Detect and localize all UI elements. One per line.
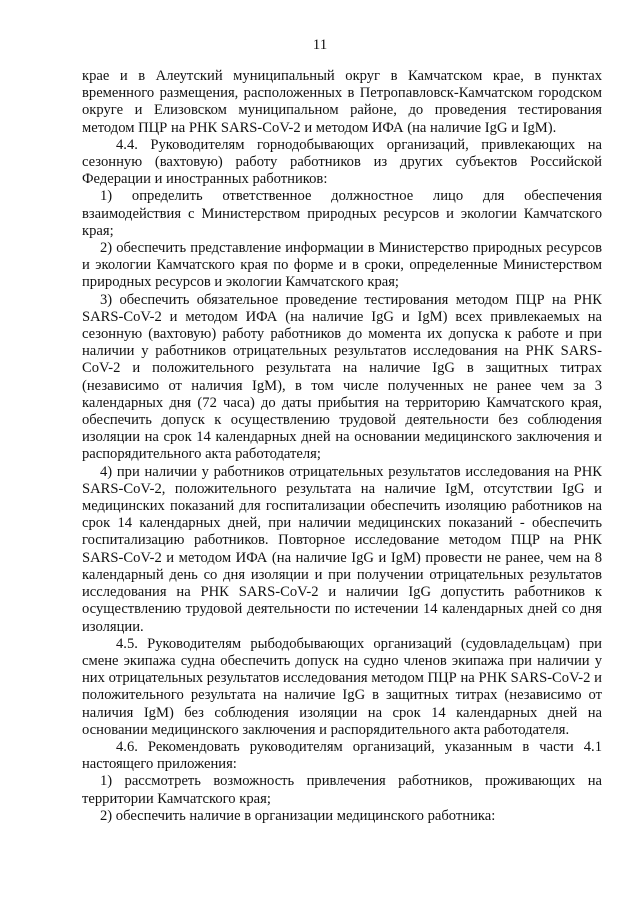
paragraph-section-4-5: 4.5. Руководителям рыбодобывающих организаций (судовладельцам) при смене экипажа судна обеспечить допуск на судно членов экипажа при наличии у них отрицательных результатов исследования методом ПЦР на РНК SARS-CoV-2 и положительного результата на наличие IgG в защитных титрах (независимо от наличия IgM) без соблюдения изоляции на срок 14 календарных дней на основании медицинского заключения и распорядительного акта работодателя.: [82, 635, 602, 738]
paragraph-section-4-4: 4.4. Руководителям горнодобывающих организаций, привлекающих на сезонную (вахтовую) работу работников из других субъектов Российской Федерации и иностранных работников:: [82, 136, 602, 188]
paragraph-item-4: 4) при наличии у работников отрицательных результатов исследования на РНК SARS-CoV-2, положительного результата на наличие IgM, отсутствии IgG и медицинских показаний для госпитализации обеспечить изоляцию работников на срок 14 календарных дней, при наличии медицинских показаний - обеспечить госпитализацию работников. Повторное исследование методом ПЦР на РНК SARS-CoV-2 и методом ИФА (на наличие IgG и IgM) провести не ранее, чем на 8 календарный день со дня изоляции и при получении отрицательных результатов исследования на РНК SARS-CoV-2 и наличии IgG допустить работников к осуществлению трудовой деятельности по истечении 14 календарных дней со дня изоляции.: [82, 463, 602, 635]
paragraph-item-4-6-1: 1) рассмотреть возможность привлечения работников, проживающих на территории Камчатского края;: [82, 773, 602, 807]
paragraph-section-4-6: 4.6. Рекомендовать руководителям организаций, указанным в части 4.1 настоящего приложения:: [82, 738, 602, 773]
paragraph-item-4-6-2: 2) обеспечить наличие в организации медицинского работника:: [100, 807, 496, 824]
paragraph-item-1: 1) определить ответственное должностное лицо для обеспечения взаимодействия с Министерством природных ресурсов и экологии Камчатского края;: [82, 188, 602, 239]
document-body: [82, 68, 602, 825]
page-number: 11: [312, 37, 328, 53]
paragraph-item-2: 2) обеспечить представление информации в Министерство природных ресурсов и экологии Камчатского края по форме и в сроки, определенные Министерством природных ресурсов и экологии Камчатского края;: [82, 240, 602, 291]
paragraph-item-3: 3) обеспечить обязательное проведение тестирования методом ПЦР на РНК SARS-CoV-2 и методом ИФА (на наличие IgG и IgM) всех привлекаемых на сезонную (вахтовую) работу работников до момента их допуска к работе и при наличии у работников отрицательных результатов исследования на РНК SARS-CoV-2 и положительного результата на наличие IgG в защитных титрах (независимо от наличия IgM), в том числе полученных не ранее чем за 3 календарных дня (72 часа) до даты прибытия на территорию Камчатского края, обеспечить допуск к осуществлению трудовой деятельности без соблюдения изоляции на срок 14 календарных дней на основании медицинского заключения и распорядительного акта работодателя;: [82, 291, 602, 463]
paragraph-continuation: крае и в Алеутский муниципальный округ в Камчатском крае, в пунктах временного размещения, расположенных в Петропавловск-Камчатском городском округе и Елизовском муниципальном районе, до проведения тестирования методом ПЦР на РНК SARS-CoV-2 и методом ИФА (на наличие IgG и IgM).: [82, 68, 602, 136]
